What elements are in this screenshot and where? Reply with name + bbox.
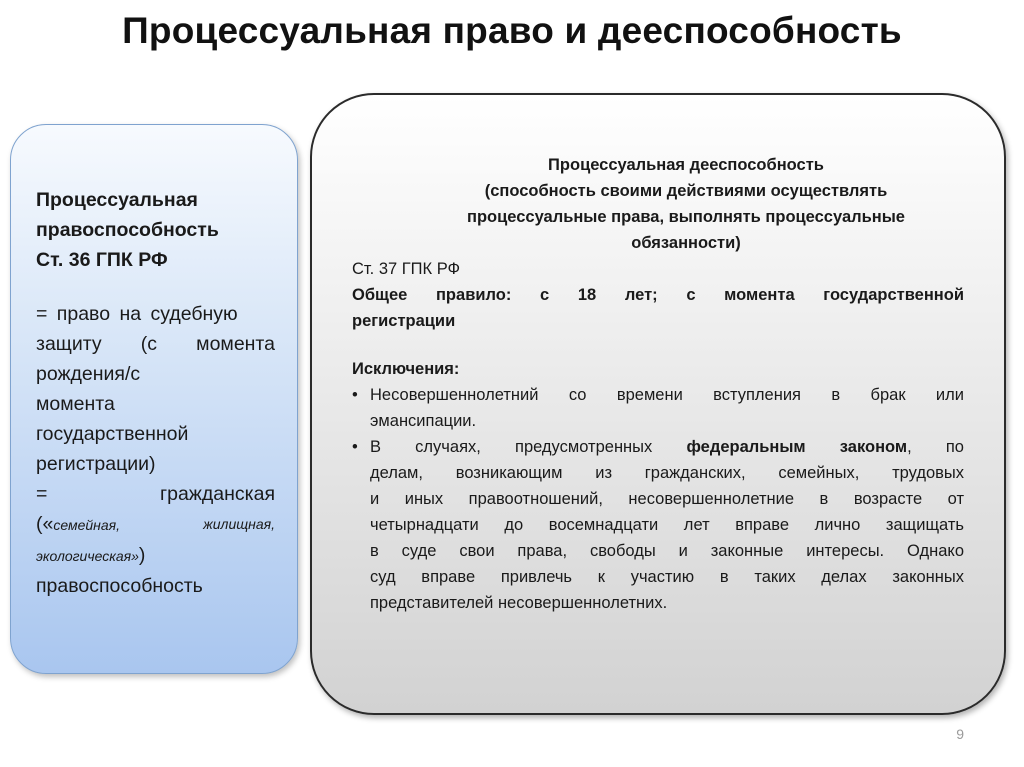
exception2-post: , по — [907, 438, 964, 456]
left-def-moment: момента — [196, 333, 275, 355]
left-def-line2 — [36, 329, 275, 359]
exception2-line6: суд вправе привлечь к участию в таких делах законных — [370, 568, 964, 586]
procedural-legal-capacity-box — [10, 124, 298, 674]
left-type-housing: жилищная, — [203, 516, 275, 532]
exceptions-label: Исключения: — [352, 360, 460, 378]
right-heading — [408, 152, 964, 256]
left-types-line1 — [36, 509, 275, 540]
right-body — [352, 256, 964, 616]
exception1-line2: эмансипации. — [370, 412, 477, 430]
exception2-federal-law: федеральным законом — [686, 438, 908, 456]
left-type-eco: экологическая» — [36, 548, 139, 564]
left-heading-line1: Процессуальная — [36, 189, 198, 211]
exception2-line1 — [370, 434, 964, 460]
exception2-line7: представителей несовершеннолетних. — [370, 594, 668, 612]
left-def-line5: государственной — [36, 423, 189, 445]
exception2-line4: четырнадцати до восемнадцати лет вправе лично защищать — [370, 516, 964, 534]
slide-title: Процессуальная право и дееспособность — [122, 10, 902, 51]
exception2-pre: В случаях, предусмотренных — [370, 438, 653, 456]
right-heading-line3: процессуальные права, выполнять процессуальные — [467, 208, 905, 226]
page-number: 9 — [956, 726, 964, 742]
general-rule — [352, 282, 964, 334]
left-def-line3: рождения/с — [36, 363, 141, 385]
right-heading-line4: обязанности) — [631, 234, 741, 252]
left-last-word: правоспособность — [36, 575, 203, 597]
exception2-line3: и иных правоотношений, несовершеннолетние в возрасте от — [370, 490, 964, 508]
procedural-capacity-box — [310, 93, 1006, 715]
general-rule-line1: Общее правило: с 18 лет; с момента государственной — [352, 286, 964, 304]
general-rule-line2: регистрации — [352, 312, 456, 330]
left-types-close: ) — [138, 544, 146, 566]
left-def-line6: регистрации) — [36, 453, 156, 475]
left-civil-line — [36, 479, 275, 509]
left-def-protection: защиту — [36, 333, 102, 355]
left-def-line1 — [36, 299, 275, 329]
right-heading-line1: Процессуальная дееспособность — [548, 156, 824, 174]
exception-item-1 — [352, 382, 964, 434]
exception-item-2 — [352, 434, 964, 616]
left-heading-line2: правоспособность — [36, 219, 219, 241]
left-types-open: (« — [36, 513, 54, 535]
left-heading-article: Ст. 36 ГПК РФ — [36, 249, 168, 271]
right-article: Ст. 37 ГПК РФ — [352, 260, 461, 278]
right-heading-line2: (способность своими действиями осуществлять — [484, 182, 888, 200]
left-type-family: семейная, — [53, 517, 121, 533]
exceptions-list — [352, 382, 964, 616]
left-civil-word: гражданская — [160, 483, 275, 505]
left-def-line1-text: = право на судебную — [36, 303, 238, 325]
left-def-line4: момента — [36, 393, 115, 415]
exception1-line1: • Несовершеннолетний со времени вступления в брак или — [370, 386, 964, 404]
left-types-family-wrap — [36, 509, 120, 540]
left-civil-eq: = — [36, 483, 48, 505]
left-types-line2 — [36, 540, 275, 571]
left-def-from: (с — [140, 333, 158, 355]
exception2-line2: делам, возникающим из гражданских, семейных, трудовых — [370, 464, 964, 482]
exception2-line5: в суде свои права, свободы и законные интересы. Однако — [370, 542, 964, 560]
